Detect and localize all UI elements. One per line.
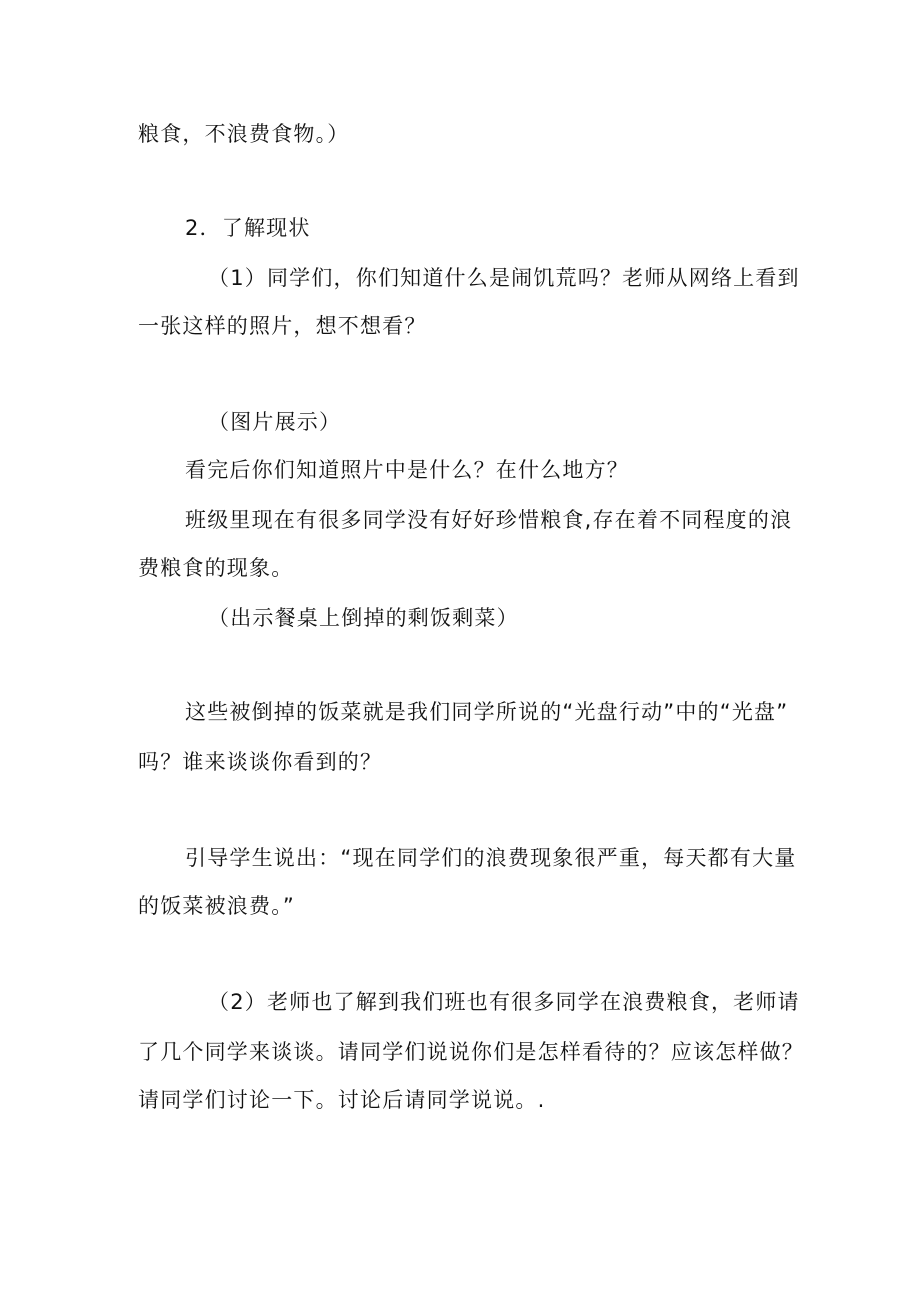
text-line: （图片展示） bbox=[208, 410, 342, 434]
text-line: 看完后你们知道照片中是什么？在什么地方？ bbox=[185, 458, 629, 482]
text-line: 费粮食的现象。 bbox=[138, 556, 294, 580]
text-line: 班级里现在有很多同学没有好好珍惜粮食,存在着不同程度的浪 bbox=[185, 508, 793, 532]
text-line: 一张这样的照片，想不想看？ bbox=[138, 314, 427, 338]
text-line: （2）老师也了解到我们班也有很多同学在浪费粮食，老师请 bbox=[208, 990, 800, 1014]
text-line: 吗？谁来谈谈你看到的？ bbox=[138, 750, 383, 774]
text-line: 的饭菜被浪费。” bbox=[138, 894, 295, 918]
section-heading: 2．了解现状 bbox=[185, 216, 311, 240]
text-line: 引导学生说出：“现在同学们的浪费现象很严重，每天都有大量 bbox=[185, 846, 797, 870]
text-line: （出示餐桌上倒掉的剩饭剩菜） bbox=[208, 606, 519, 630]
text-line: 了几个同学来谈谈。请同学们说说你们是怎样看待的？应该怎样做？ bbox=[138, 1040, 804, 1064]
text-line: 这些被倒掉的饭菜就是我们同学所说的“光盘行动”中的“光盘” bbox=[185, 700, 789, 724]
text-line: （1）同学们，你们知道什么是闹饥荒吗？老师从网络上看到 bbox=[208, 266, 800, 290]
text-line: 粮食，不浪费食物。） bbox=[138, 122, 350, 146]
text-line: 请同学们讨论一下。讨论后请同学说说。. bbox=[138, 1088, 546, 1112]
